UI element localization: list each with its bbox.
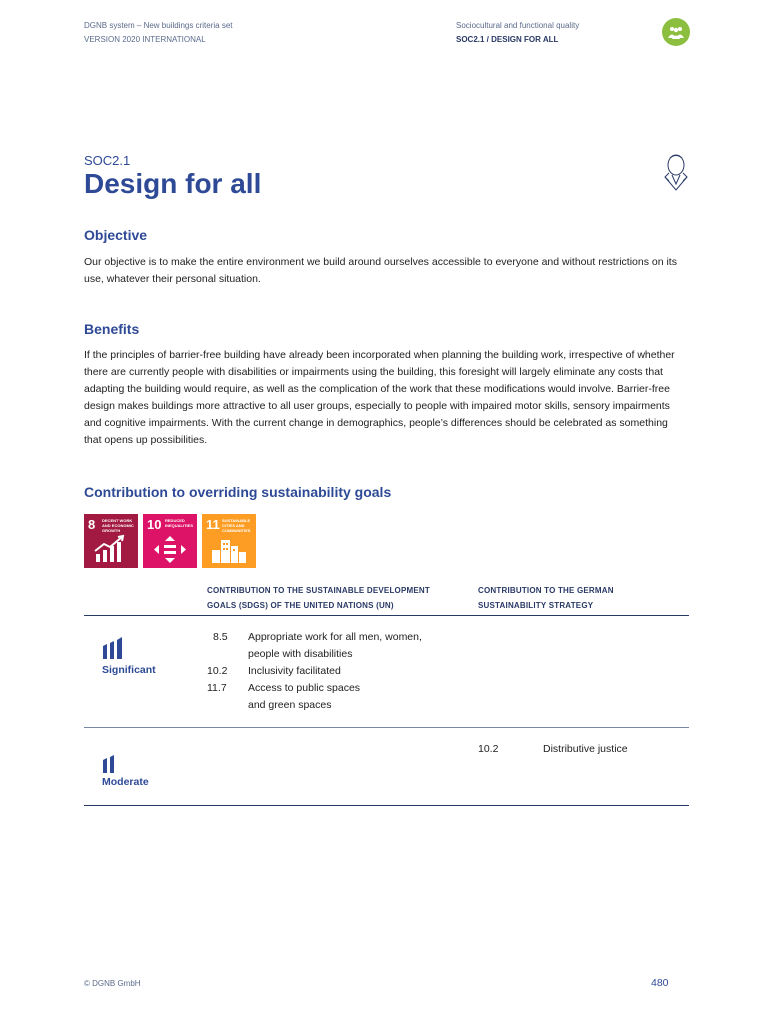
german-target-text: Distributive justice — [543, 743, 628, 755]
sdg-target-code: 8.5 — [213, 631, 228, 643]
sdg-column-header-line1: CONTRIBUTION TO THE SUSTAINABLE DEVELOPMENT — [207, 586, 430, 595]
header-right — [456, 19, 579, 47]
section-criterion: SOC2.1 / DESIGN FOR ALL — [456, 35, 559, 44]
document-title: DGNB system – New buildings criteria set — [84, 21, 233, 30]
sdg-target-text-line1: Access to public spaces — [248, 682, 361, 694]
criterion-code: SOC2.1 — [84, 153, 131, 168]
sdg-target-text-line1: Appropriate work for all men, women, — [248, 631, 422, 643]
sdg-target-code: 11.7 — [207, 682, 227, 694]
moderate-bars-icon — [102, 751, 124, 778]
page-title: Design for all — [84, 168, 262, 199]
table-header-divider — [84, 615, 689, 616]
row-divider — [84, 727, 689, 728]
people-group-icon — [662, 18, 690, 46]
german-column-header-line2: SUSTAINABILITY STRATEGY — [478, 601, 594, 610]
sdg-target-text — [248, 629, 422, 663]
document-version: VERSION 2020 INTERNATIONAL — [84, 35, 206, 44]
sdg-target-text-line2: and green spaces — [248, 699, 332, 711]
level-significant: Significant — [102, 664, 156, 676]
growth-chart-icon — [92, 534, 130, 564]
sdg-tile-10 — [143, 514, 197, 568]
level-moderate: Moderate — [102, 776, 149, 788]
sdg-target-text: Inclusivity facilitated — [248, 665, 341, 677]
significant-bars-icon — [102, 637, 124, 664]
person-outline-icon — [660, 152, 692, 197]
german-column-header-line1: CONTRIBUTION TO THE GERMAN — [478, 586, 614, 595]
sdg-column-header-line2: GOALS (SDGS) OF THE UNITED NATIONS (UN) — [207, 601, 394, 610]
sdg-target-text — [248, 680, 360, 714]
contribution-heading: Contribution to overriding sustainability goals — [84, 484, 392, 500]
german-column-header — [478, 583, 614, 613]
sdg-number: 11 — [206, 517, 220, 532]
benefits-heading: Benefits — [84, 321, 140, 337]
sdg-tile-8 — [84, 514, 138, 568]
sdg-label: DECENT WORK AND ECONOMIC GROWTH — [102, 518, 134, 533]
sdg-label: SUSTAINABLE CITIES AND COMMUNITIES — [222, 518, 251, 533]
sdg-tile-11 — [202, 514, 256, 568]
objective-heading: Objective — [84, 227, 148, 243]
sdg-number: 10 — [147, 517, 162, 532]
page-number: 480 — [651, 977, 669, 989]
sdg-number: 8 — [88, 517, 96, 532]
objective-text: Our objective is to make the entire environment we build around ourselves accessible to everyone and without restrictions on its use, whatever their personal situation. — [84, 256, 677, 285]
benefits-text: If the principles of barrier-free building have already been incorporated when planning the building work, irrespective of whether there are currently people with disabilities or impairments using the building, this foresight will largely eliminate any costs that adapting the building would require, as well as the complication of the work that these modifications would involve. Barrier-free design makes buildings more attractive to all user groups, especially to people with impaired motor skills, sensory impairments and cognitive impairments. With the current change in demographics, people’s differences should be celebrated as something that opens up possibilities. — [84, 349, 675, 446]
sdg-label: REDUCED INEQUALITIES — [165, 518, 194, 528]
copyright: © DGNB GmbH — [84, 979, 141, 988]
equality-icon — [151, 534, 189, 564]
sdg-target-text-line2: people with disabilities — [248, 648, 353, 660]
sdg-target-code: 10.2 — [207, 665, 228, 677]
section-name: Sociocultural and functional quality — [456, 21, 580, 30]
table-bottom-divider — [84, 805, 689, 806]
german-target-code: 10.2 — [478, 743, 499, 755]
sdg-column-header — [207, 583, 430, 613]
header-left — [84, 19, 233, 47]
city-icon — [210, 534, 248, 564]
